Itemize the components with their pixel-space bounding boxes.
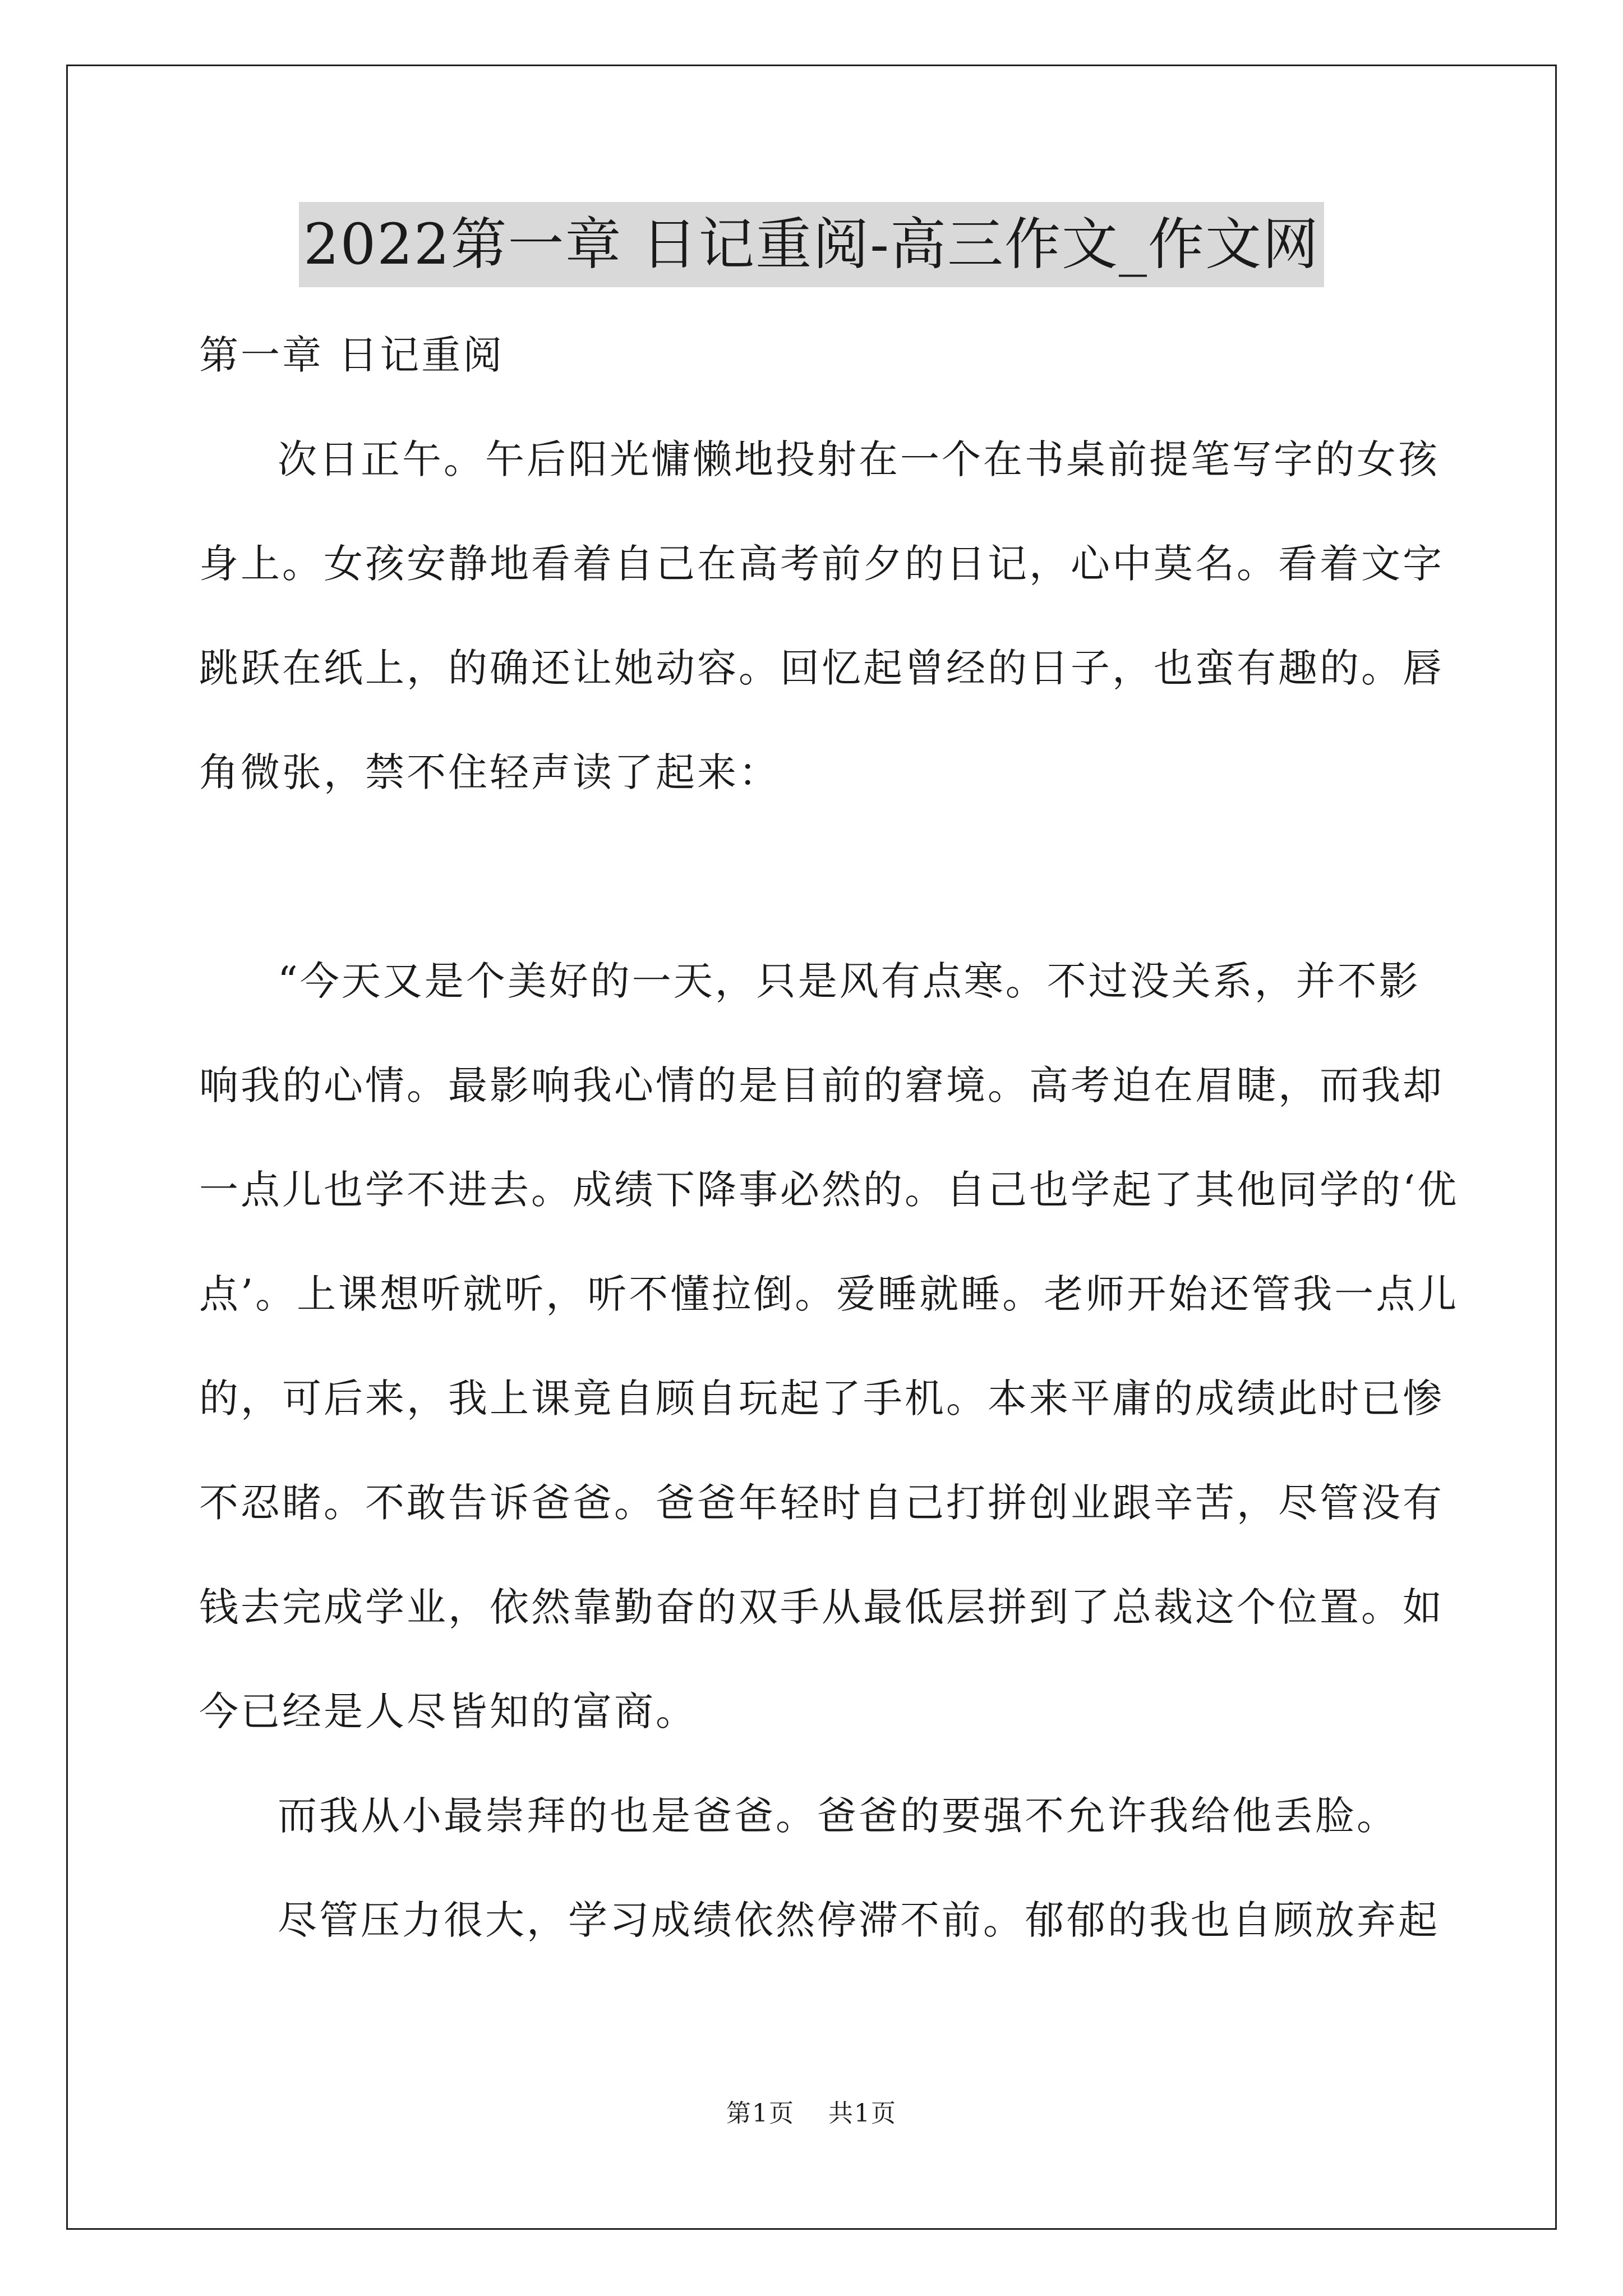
paragraph-line: 不忍睹。不敢告诉爸爸。爸爸年轻时自己打拼创业跟辛苦，尽管没有 [199, 1480, 1444, 1526]
paragraph-line: 一点儿也学不进去。成绩下降事必然的。自己也学起了其他同学的‘优 [199, 1167, 1459, 1213]
document-title: 2022第一章 日记重阅-高三作文_作文网 [299, 202, 1324, 287]
paragraph-line: 钱去完成学业，依然靠勤奋的双手从最低层拼到了总裁这个位置。如 [199, 1584, 1444, 1630]
paragraph-spacer [199, 825, 1427, 929]
paragraph-line: 的，可后来，我上课竟自顾自玩起了手机。本来平庸的成绩此时已惨 [199, 1375, 1444, 1421]
page-number: 第1页 [726, 2099, 795, 2128]
paragraph-line: “今天又是个美好的一天，只是风有点寒。不过没关系，并不影 [278, 958, 1421, 1004]
title-container [0, 202, 1623, 287]
paragraph-line: 次日正午。午后阳光慵懒地投射在一个在书桌前提笔写字的女孩 [278, 436, 1440, 482]
document-body [199, 303, 1459, 1972]
paragraph-line: 身上。女孩安静地看着自己在高考前夕的日记，心中莫名。看着文字 [199, 541, 1444, 587]
paragraph-line: 响我的心情。最影响我心情的是目前的窘境。高考迫在眉睫，而我却 [199, 1062, 1444, 1108]
paragraph-line: 点’。上课想听就听，听不懂拉倒。爱睡就睡。老师开始还管我一点儿 [199, 1271, 1459, 1317]
paragraph-line: 今已经是人尽皆知的富商。 [199, 1688, 697, 1734]
page-count: 共1页 [828, 2099, 897, 2128]
chapter-heading: 第一章 日记重阅 [199, 332, 505, 378]
paragraph-line: 而我从小最崇拜的也是爸爸。爸爸的要强不允许我给他丢脸。 [278, 1793, 1398, 1839]
page-footer [0, 2097, 1623, 2131]
paragraph-line: 尽管压力很大，学习成绩依然停滞不前。郁郁的我也自顾放弃起 [278, 1897, 1440, 1943]
paragraph-line: 跳跃在纸上，的确还让她动容。回忆起曾经的日子，也蛮有趣的。唇 [199, 645, 1444, 691]
paragraph-line: 角微张，禁不住轻声读了起来： [199, 749, 780, 795]
